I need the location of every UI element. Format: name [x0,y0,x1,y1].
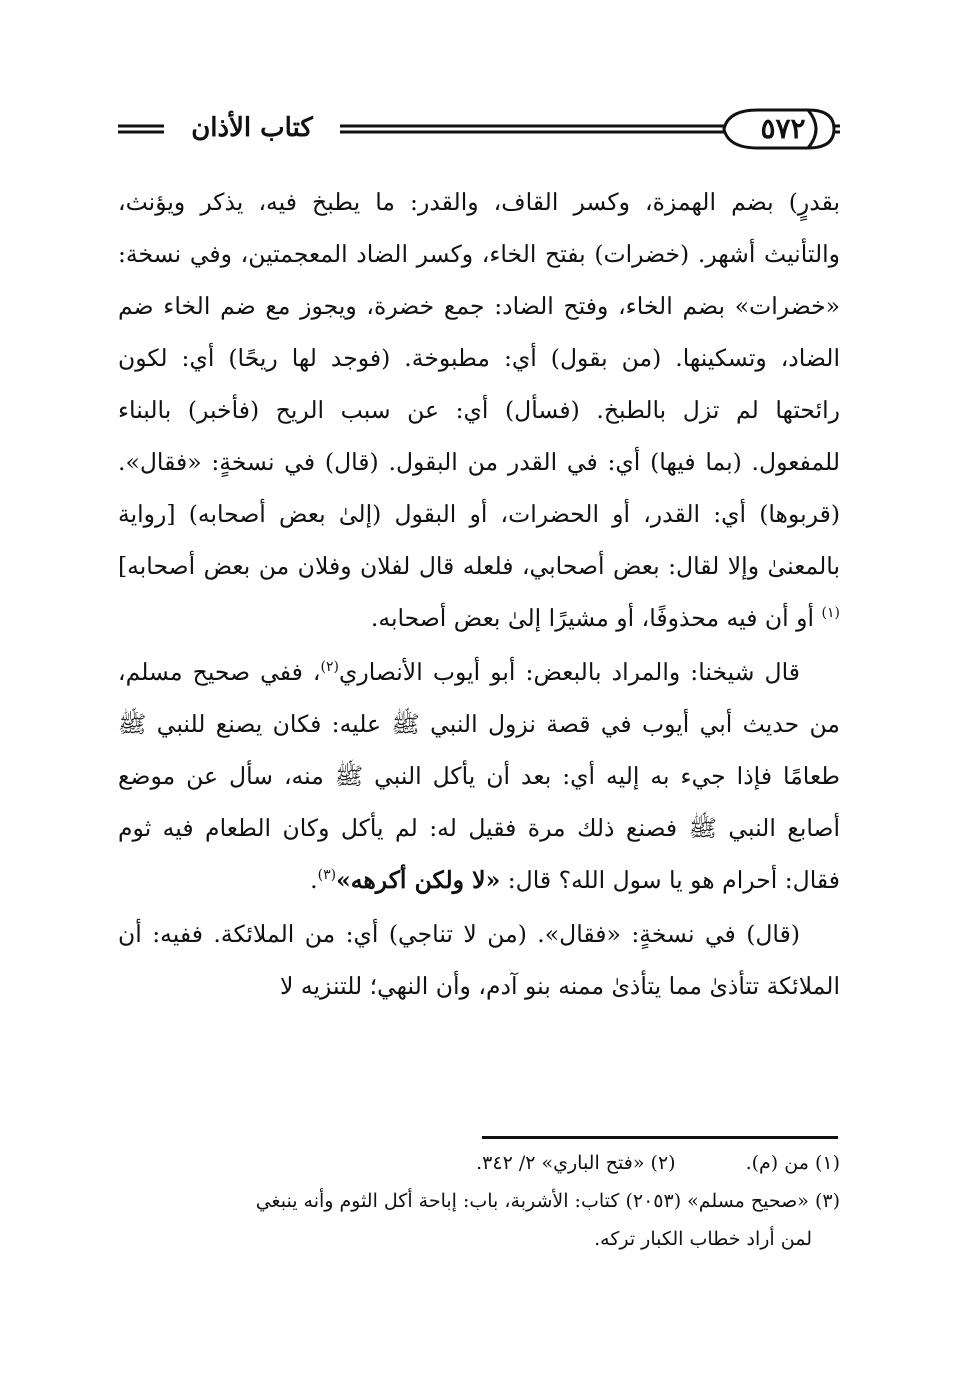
footnote-ref-2: (٢) [320,659,339,676]
footnote-row [118,1144,840,1182]
footnote-ref-1: (١) [821,605,840,622]
paragraph-3 [118,908,840,1012]
text-run: . [310,866,318,894]
footnote-3: (٣) «صحيح مسلم» (٢٠٥٣) كتاب: الأشربة، باب: إباحة أكل الثوم وأنه ينبغي [255,1190,840,1212]
page-number: ٥٧٢ [760,112,806,145]
text-run: (قال) في نسخةٍ: «فقال». (من لا تناجي) أي: من الملائكة. ففيه: أن الملائكة تتأذىٰ مما يتأذىٰ ممنه بنو آدم، وأن النهي؛ للتنزيه لا [118,920,840,1000]
text-run: أو أن فيه محذوفًا، أو مشيرًا إلىٰ بعض أصحابه. [370,604,822,632]
running-title: كتاب الأذان [164,108,340,148]
footnote-3-continuation: لمن أراد خطاب الكبار تركه. [594,1228,812,1250]
page-header [118,104,840,154]
footnote-separator [482,1136,838,1139]
paragraph-2 [118,646,840,906]
text-run: ، ففي صحيح مسلم، من حديث أبي أيوب في قصة نزول النبي ﷺ عليه: فكان يصنع للنبي ﷺ طعامًا فإذا جيء به إليه أي: بعد أن يأكل النبي ﷺ منه، سأل عن موضع أصابع النبي ﷺ فصنع ذلك مرة فقيل له: لم يأكل وكان الطعام فيه ثوم فقال: أحرام هو يا سول الله؟ قال: [118,658,840,894]
main-text [118,176,840,1012]
footnote-ref-3: (٣) [317,867,337,884]
footnotes [118,1144,840,1258]
hadith-quote: «لا ولكن أكرهه» [336,866,501,894]
paragraph-1 [118,176,840,644]
text-run: قال شيخنا: والمراد بالبعض: أبو أيوب الأنصاري [338,658,800,686]
footnote-2: (٢) «فتح الباري» ٢/ ٣٤٢. [476,1152,676,1174]
footnote-1: (١) من (م). [745,1152,840,1174]
text-run: بقدرٍ) بضم الهمزة، وكسر القاف، والقدر: ما يطبخ فيه، يذكر ويؤنث، والتأنيث أشهر. (خضرات) بفتح الخاء، وكسر الضاد المعجمتين، وفي نسخة: «خضرات» بضم الخاء، وفتح الضاد: جمع خضرة، ويجوز مع ضم الخاء ضم الضاد، وتسكينها. (من بقول) أي: مطبوخة. (فوجد لها ريحًا) أي: لكون رائحتها لم تزل بالطبخ. (فسأل) أي: عن سبب الريح (فأخبر) بالبناء للمفعول. (بما فيها) أي: في القدر من البقول. (قال) في نسخةٍ: «فقال». (قربوها) أي: القدر، أو الحضرات، أو البقول (إلىٰ بعض أصحابه) [رواية بالمعنىٰ وإلا لقال: بعض أصحابي، فلعله قال لفلان وفلان من بعض أصحابه] [118,188,840,580]
